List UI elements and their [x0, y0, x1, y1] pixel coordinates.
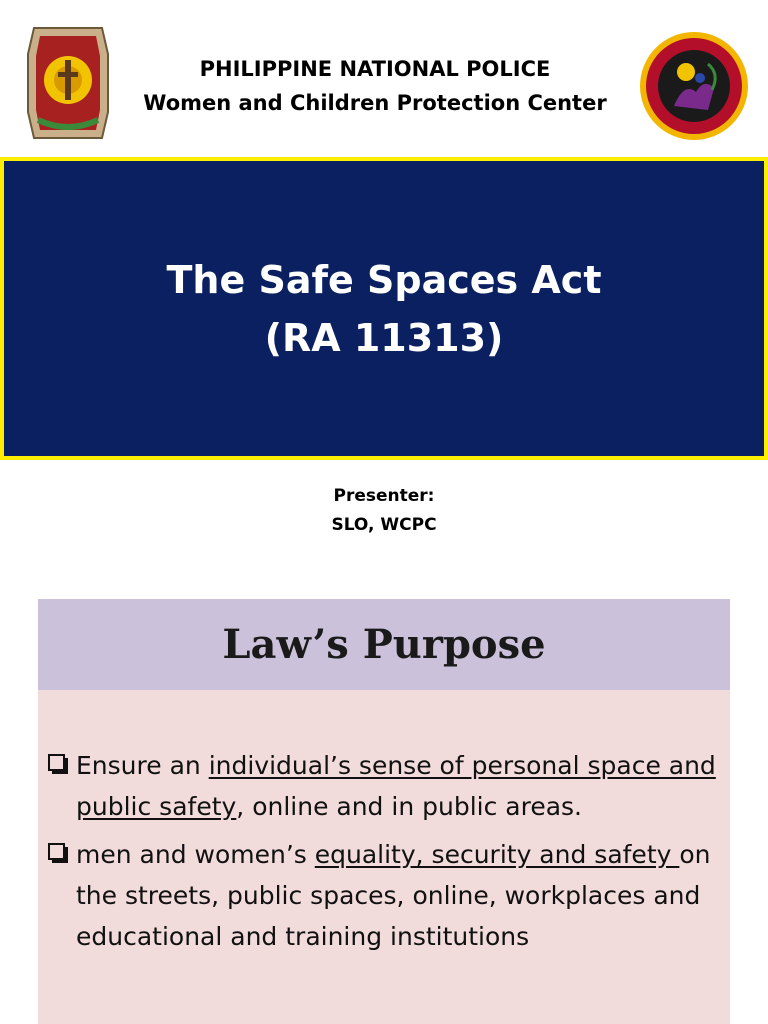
bullet-text: men and women’s [76, 840, 315, 869]
bullet-text: on the streets, public spaces, online, workplaces and educational and training institutions [76, 840, 711, 951]
bullet-text: Ensure an [76, 751, 209, 780]
presenter-name: SLO, WCPC [331, 515, 437, 535]
org-unit: Women and Children Protection Center [143, 91, 607, 115]
wcpc-seal-icon [638, 30, 750, 142]
checkbox-bullet-icon [48, 754, 65, 771]
slide-subtitle: (RA 11313) [264, 315, 504, 360]
bullet-emphasis: individual’s sense of personal space and public safety [76, 751, 716, 821]
bullet-text: , online and in public areas. [236, 792, 582, 821]
org-name: PHILIPPINE NATIONAL POLICE [199, 57, 551, 81]
list-item [46, 834, 726, 957]
checkbox-bullet-icon [48, 843, 65, 860]
presenter-block [0, 482, 768, 540]
bullet-emphasis: equality, security and safety [314, 840, 680, 869]
purpose-list [46, 745, 726, 964]
list-item [46, 745, 726, 827]
purpose-card [38, 599, 730, 1024]
pnp-seal-icon [24, 24, 112, 142]
purpose-header [38, 599, 730, 690]
purpose-heading: Law’s Purpose [222, 621, 546, 668]
title-banner [0, 157, 768, 460]
presenter-label: Presenter: [333, 486, 435, 506]
pnp-logo [24, 24, 112, 142]
slide-title: The Safe Spaces Act [166, 257, 602, 302]
org-header [120, 52, 630, 120]
wcpc-logo [638, 30, 750, 142]
